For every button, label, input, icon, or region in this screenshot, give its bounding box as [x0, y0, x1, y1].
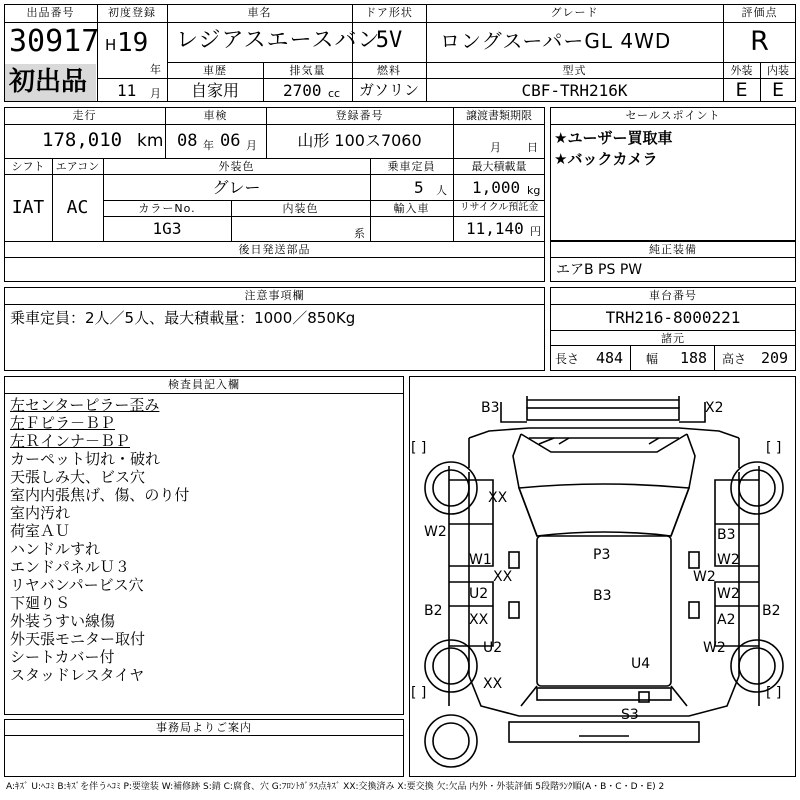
interior-color-unit: 系 [354, 227, 365, 240]
transfer-label: 譲渡書類期限 [466, 109, 532, 122]
car-name-label: 車名 [247, 6, 272, 19]
office-label: 事務局よりご案内 [156, 721, 252, 734]
chassis-label: 車台番号 [649, 289, 697, 302]
height-value: 209 [761, 349, 789, 367]
shift-value: IAT [11, 197, 45, 218]
code-left-xx-c: XX [483, 676, 503, 692]
transfer-day-unit: 日 [527, 141, 538, 154]
grade-value: ロングスーパーGL 4WD [440, 29, 672, 53]
note-item: 室内汚れ [10, 504, 71, 522]
load-unit: kg [527, 184, 541, 197]
length-label: 長さ [555, 352, 580, 366]
note-item: 天張しみ大、ビス穴 [10, 468, 146, 486]
note-item: エンドパネルＵ３ [10, 558, 130, 576]
month-unit: 月 [150, 87, 161, 100]
code-bracket-r1: [ ] [766, 440, 782, 456]
capacity-label: 乗車定員 [387, 160, 436, 173]
door-label: ドア形状 [365, 6, 413, 19]
history-label: 車歴 [203, 64, 227, 77]
code-left-front-door: W1 [469, 552, 492, 568]
displacement-label: 排気量 [289, 64, 326, 77]
caution-text: 乗車定員：2人／5人、最大積載量：1000／850Kg [10, 309, 356, 327]
note-item: 外装うすい線傷 [10, 612, 116, 630]
inspector-notes [10, 396, 189, 684]
note-item: 下廻りＳ [10, 594, 71, 612]
inspection-month-unit: 月 [246, 139, 257, 152]
code-right-w2-a: W2 [717, 552, 740, 568]
capacity-value: 5 [414, 178, 424, 197]
load-label: 最大積載量 [471, 160, 527, 173]
fuel-value: ガソリン [358, 81, 419, 99]
exterior-score: E [735, 79, 748, 101]
inspection-year: 08 [177, 131, 198, 151]
first-listing-badge: 初出品 [9, 67, 88, 97]
color-no-value: 1G3 [152, 219, 182, 238]
code-bracket-l1: [ ] [411, 440, 427, 456]
note-item: スタッドレスタイヤ [10, 666, 145, 684]
code-rear-s3: S3 [621, 707, 639, 723]
note-item: 左センターピラー歪み [10, 396, 160, 414]
model-label: 型式 [562, 64, 587, 77]
code-left-xx-b: XX [469, 612, 489, 628]
code-front-right: X2 [705, 400, 724, 416]
load-value: 1,000 [472, 178, 521, 197]
reg-number: 山形 100ス7060 [297, 131, 422, 150]
sales-point-box [550, 107, 796, 241]
note-item: 外天張モニター取付 [10, 630, 146, 648]
sales-point-2: ★バックカメラ [554, 150, 658, 168]
note-item: 荷室ＡＵ [10, 522, 71, 540]
note-item: 室内内張焦げ、傷、のり付 [10, 486, 190, 504]
equipment-label: 純正装備 [649, 243, 697, 256]
year-unit: 年 [150, 63, 161, 76]
code-right-b2: B2 [762, 603, 781, 619]
dims-label: 諸元 [661, 332, 685, 345]
fuel-label: 燃料 [377, 64, 401, 77]
code-roof-b3: B3 [593, 588, 612, 604]
interior-score: E [771, 79, 784, 101]
code-front-left: B3 [481, 400, 500, 416]
color-value: グレー [212, 178, 261, 197]
code-hood: XX [488, 490, 508, 506]
inspection-month: 06 [220, 131, 241, 151]
displacement-value: 2700 [283, 81, 322, 100]
inspection-label: 車検 [203, 109, 228, 122]
exterior-label: 外装 [730, 64, 753, 77]
code-left-u2-a: U2 [469, 586, 489, 602]
mileage-value: 178,010 [42, 129, 123, 151]
score-value: R [750, 26, 769, 57]
code-left-front-pillar: W2 [424, 524, 447, 540]
caution-label: 注意事項欄 [244, 289, 305, 302]
code-right-a2: A2 [717, 612, 736, 628]
chassis-number: TRH216-8000221 [605, 308, 741, 327]
code-right-w2-c: W2 [717, 586, 740, 602]
width-value: 188 [680, 349, 708, 367]
ac-label: エアコン [55, 160, 100, 173]
door-value: 5V [375, 28, 403, 53]
note-item: シートカバー付 [10, 648, 115, 666]
mileage-label: 走行 [72, 109, 97, 122]
note-item: リヤバンパービス穴 [10, 576, 144, 594]
score-label: 評価点 [741, 6, 778, 19]
note-item: 左Ｆピラ－ＢＰ [10, 414, 116, 432]
note-item: カーペット切れ・破れ [10, 450, 161, 468]
first-reg-month: 11 [117, 81, 137, 100]
ac-value: AC [66, 197, 89, 218]
displacement-unit: cc [328, 87, 341, 100]
equipment-value: エアB PS PW [556, 262, 643, 278]
capacity-unit: 人 [436, 184, 447, 197]
code-left-b2: B2 [424, 603, 443, 619]
height-label: 高さ [722, 352, 747, 366]
inspector-label: 検査員記入欄 [168, 378, 240, 391]
code-right-b3: B3 [717, 527, 736, 543]
length-value: 484 [596, 349, 624, 367]
sales-label: セールスポイント [625, 109, 721, 122]
lot-number: 30917 [9, 24, 100, 59]
first-reg-label: 初度登録 [108, 6, 156, 19]
transfer-month-unit: 月 [490, 141, 501, 154]
first-reg-year: 19 [117, 28, 149, 58]
code-left-mid: XX [493, 569, 513, 585]
code-left-u2-b: U2 [483, 640, 503, 656]
mileage-unit: km [137, 131, 164, 151]
reg-label: 登録番号 [335, 109, 384, 122]
interior-color-label: 内装色 [282, 202, 319, 215]
grade-label: グレード [550, 6, 599, 19]
code-rear-u4: U4 [631, 656, 651, 672]
sales-point-1: ★ユーザー買取車 [554, 129, 673, 147]
shift-label: シフト [11, 160, 45, 173]
color-no-label: カラーNo. [138, 202, 196, 215]
recycle-unit: 円 [530, 225, 541, 238]
width-label: 幅 [646, 352, 659, 366]
code-bracket-l2: [ ] [411, 685, 427, 701]
era-letter: H [105, 36, 117, 54]
recycle-value: 11,140 [466, 219, 524, 238]
recycle-label: リサイクル預託金 [459, 202, 539, 213]
inspection-year-unit: 年 [203, 139, 214, 152]
car-name: レジアスエースバン [176, 28, 381, 53]
interior-label: 内装 [767, 64, 789, 77]
code-roof-p3: P3 [593, 547, 611, 563]
code-bracket-r2: [ ] [766, 685, 782, 701]
vehicle-diagram [409, 376, 796, 777]
color-label: 外装色 [218, 160, 255, 173]
model-value: CBF-TRH216K [521, 81, 628, 100]
history-value: 自家用 [190, 81, 239, 100]
later-parts-label: 後日発送部品 [238, 243, 311, 256]
lot-label: 出品番号 [26, 6, 75, 19]
code-right-w2-b: W2 [693, 569, 716, 585]
legend-text: A:ｷｽﾞ U:ﾍｺﾐ B:ｷｽﾞを伴うﾍｺﾐ P:要塗装 W:補修跡 S:錆 C:腐食、穴 G:ﾌﾛﾝﾄｶﾞﾗｽ点ｷｽﾞ XX:交換済み X:要交換 欠:欠品 内外・外装評価 5段階ﾗﾝｸ順(A・B・C・D・E) 2 [6, 782, 665, 792]
code-right-w2-d: W2 [703, 640, 726, 656]
note-item: ハンドルすれ [10, 540, 101, 558]
import-label: 輸入車 [393, 202, 430, 215]
note-item: 左Ｒインナ－ＢＰ [10, 432, 131, 450]
